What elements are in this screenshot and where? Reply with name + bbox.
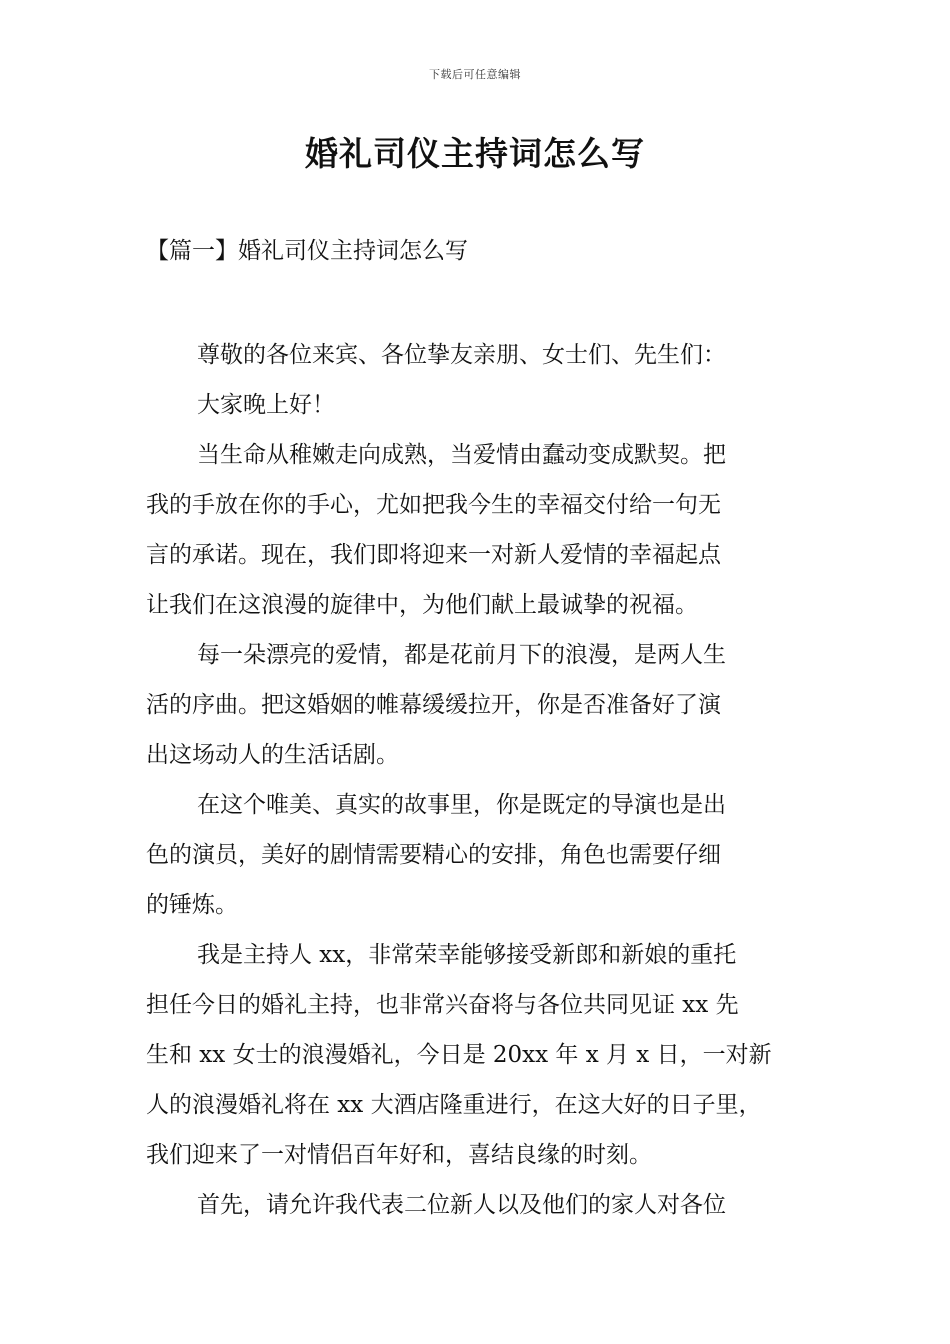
body-line: 活的序曲。把这婚姻的帷幕缓缓拉开，你是否准备好了演 [146, 692, 721, 718]
body-line: 当生命从稚嫩走向成熟，当爱情由蠢动变成默契。把 [197, 442, 726, 468]
body-line: 在这个唯美、真实的故事里，你是既定的导演也是出 [197, 792, 726, 818]
body-line: 我的手放在你的手心，尤如把我今生的幸福交付给一句无 [146, 492, 721, 518]
body-line: 出这场动人的生活话剧。 [146, 742, 399, 768]
body-line: 的锤炼。 [146, 892, 238, 918]
body-text [146, 330, 810, 1230]
header-note: 下载后可任意编辑 [429, 68, 521, 81]
section-heading: 【篇一】婚礼司仪主持词怎么写 [146, 238, 468, 264]
body-line: 我们迎来了一对情侣百年好和，喜结良缘的时刻。 [146, 1142, 652, 1168]
body-line: 让我们在这浪漫的旋律中，为他们献上最诚挚的祝福。 [146, 592, 698, 618]
body-line: 尊敬的各位来宾、各位挚友亲朋、女士们、先生们： [197, 342, 726, 368]
body-line: 生和 xx 女士的浪漫婚礼，今日是 20xx 年 x 月 x 日，一对新 [146, 1042, 772, 1068]
body-line: 担任今日的婚礼主持，也非常兴奋将与各位共同见证 xx 先 [146, 992, 739, 1018]
document-title: 婚礼司仪主持词怎么写 [305, 134, 645, 173]
body-line: 人的浪漫婚礼将在 xx 大酒店隆重进行，在这大好的日子里， [146, 1092, 762, 1118]
body-line: 色的演员，美好的剧情需要精心的安排，角色也需要仔细 [146, 842, 721, 868]
body-line: 首先，请允许我代表二位新人以及他们的家人对各位 [197, 1192, 726, 1218]
body-line: 每一朵漂亮的爱情，都是花前月下的浪漫，是两人生 [197, 642, 726, 668]
body-line: 言的承诺。现在，我们即将迎来一对新人爱情的幸福起点 [146, 542, 721, 568]
body-line: 我是主持人 xx，非常荣幸能够接受新郎和新娘的重托 [197, 942, 737, 968]
body-line: 大家晚上好！ [197, 392, 335, 418]
